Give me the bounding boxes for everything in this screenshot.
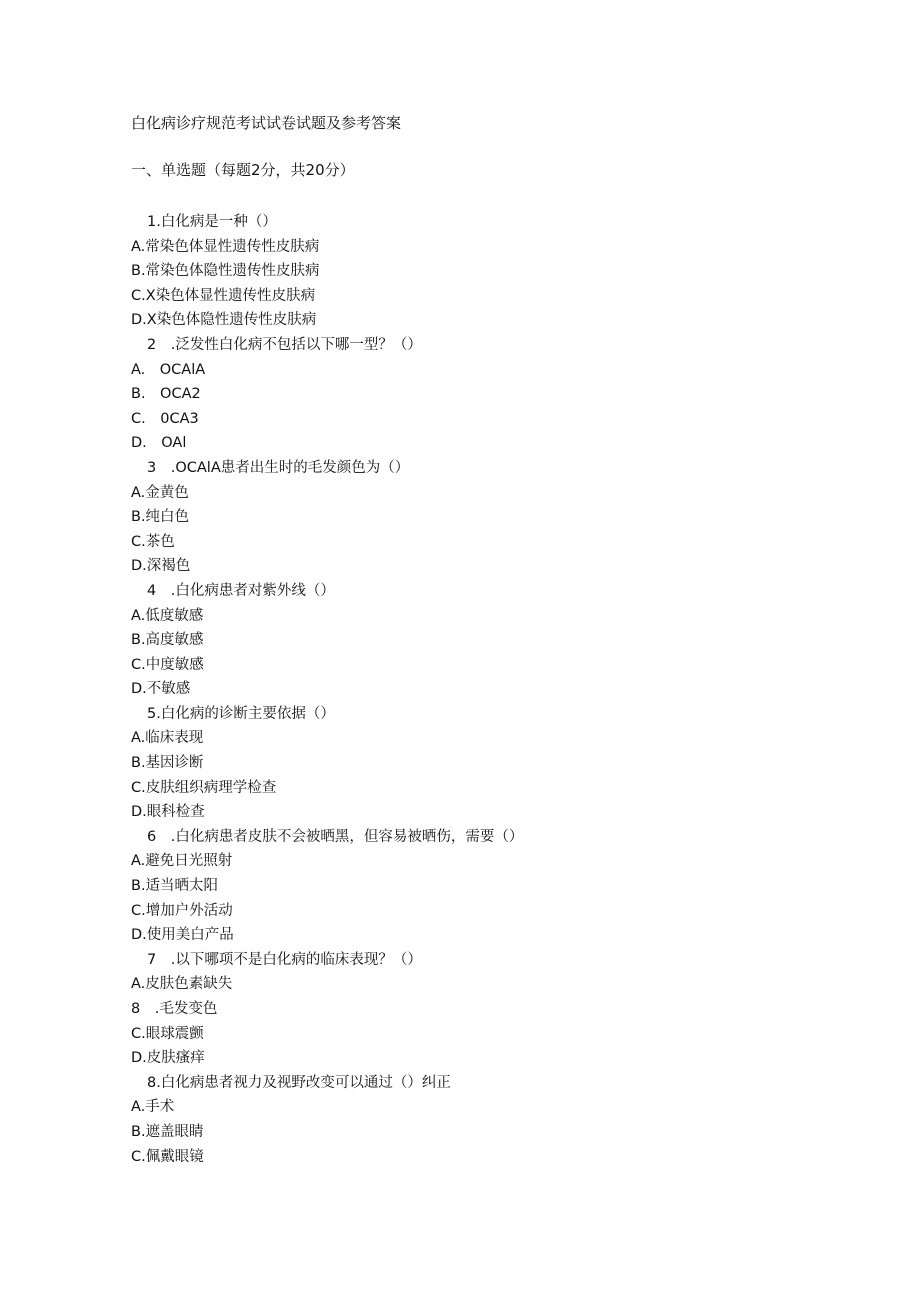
question-option: D. OAl xyxy=(131,435,187,452)
question-option: D.使用美白产品 xyxy=(131,927,234,944)
question-option: C.茶色 xyxy=(131,533,175,550)
question-stem: 3 .OCAlA患者出生时的毛发颜色为（） xyxy=(147,459,410,476)
question-stem: 8.白化病患者视力及视野改变可以通过（）纠正 xyxy=(147,1074,451,1091)
question-option: C.佩戴眼镜 xyxy=(131,1148,204,1165)
question-option: B.高度敏感 xyxy=(131,632,204,649)
question-stem: 5.白化病的诊断主要依据（） xyxy=(147,705,335,722)
question-option: A.避免日光照射 xyxy=(131,853,233,870)
section-heading: 一、单选题（每题2分，共20分） xyxy=(131,161,355,179)
question-option: A.手术 xyxy=(131,1099,175,1116)
question-option: D.皮肤瘙痒 xyxy=(131,1050,205,1067)
question-option: D.X染色体隐性遗传性皮肤病 xyxy=(131,312,317,329)
question-option: A.金黄色 xyxy=(131,484,189,501)
question-option: C. 0CA3 xyxy=(131,410,199,427)
question-option: A.皮肤色素缺失 xyxy=(131,976,233,993)
question-option: C.增加户外活动 xyxy=(131,902,233,919)
question-stem: 2 .泛发性白化病不包括以下哪一型？（） xyxy=(147,336,422,353)
question-option: A. OCAlA xyxy=(131,361,206,378)
question-stem: 6 .白化病患者皮肤不会被晒黑，但容易被晒伤，需要（） xyxy=(147,828,524,845)
question-option: A.常染色体显性遗传性皮肤病 xyxy=(131,238,320,255)
question-option: D.眼科检查 xyxy=(131,804,205,821)
question-list xyxy=(131,210,831,1169)
question-option: B.适当晒太阳 xyxy=(131,878,219,895)
question-option: A.低度敏感 xyxy=(131,607,204,624)
question-option: C.眼球震颤 xyxy=(131,1025,204,1042)
question-option: B.常染色体隐性遗传性皮肤病 xyxy=(131,263,320,280)
document-title: 白化病诊疗规范考试试卷试题及参考答案 xyxy=(131,114,402,132)
question-option: D.不敏感 xyxy=(131,681,191,698)
question-option: C.皮肤组织病理学检查 xyxy=(131,779,277,796)
question-option: D.深褐色 xyxy=(131,558,191,575)
question-stem: 1.白化病是一种（） xyxy=(147,214,277,230)
question-stem: 4 .白化病患者对紫外线（） xyxy=(147,582,335,599)
question-option: 8 .毛发变色 xyxy=(131,1001,218,1017)
question-option: C.X染色体显性遗传性皮肤病 xyxy=(131,287,316,304)
question-option: B.基因诊断 xyxy=(131,755,204,772)
question-option: C.中度敏感 xyxy=(131,656,204,673)
question-option: B.遮盖眼睛 xyxy=(131,1123,204,1140)
question-option: B. OCA2 xyxy=(131,386,201,403)
question-option: B.纯白色 xyxy=(131,509,190,526)
question-option: A.临床表现 xyxy=(131,730,204,747)
question-stem: 7 .以下哪项不是白化病的临床表现？（） xyxy=(147,951,422,968)
